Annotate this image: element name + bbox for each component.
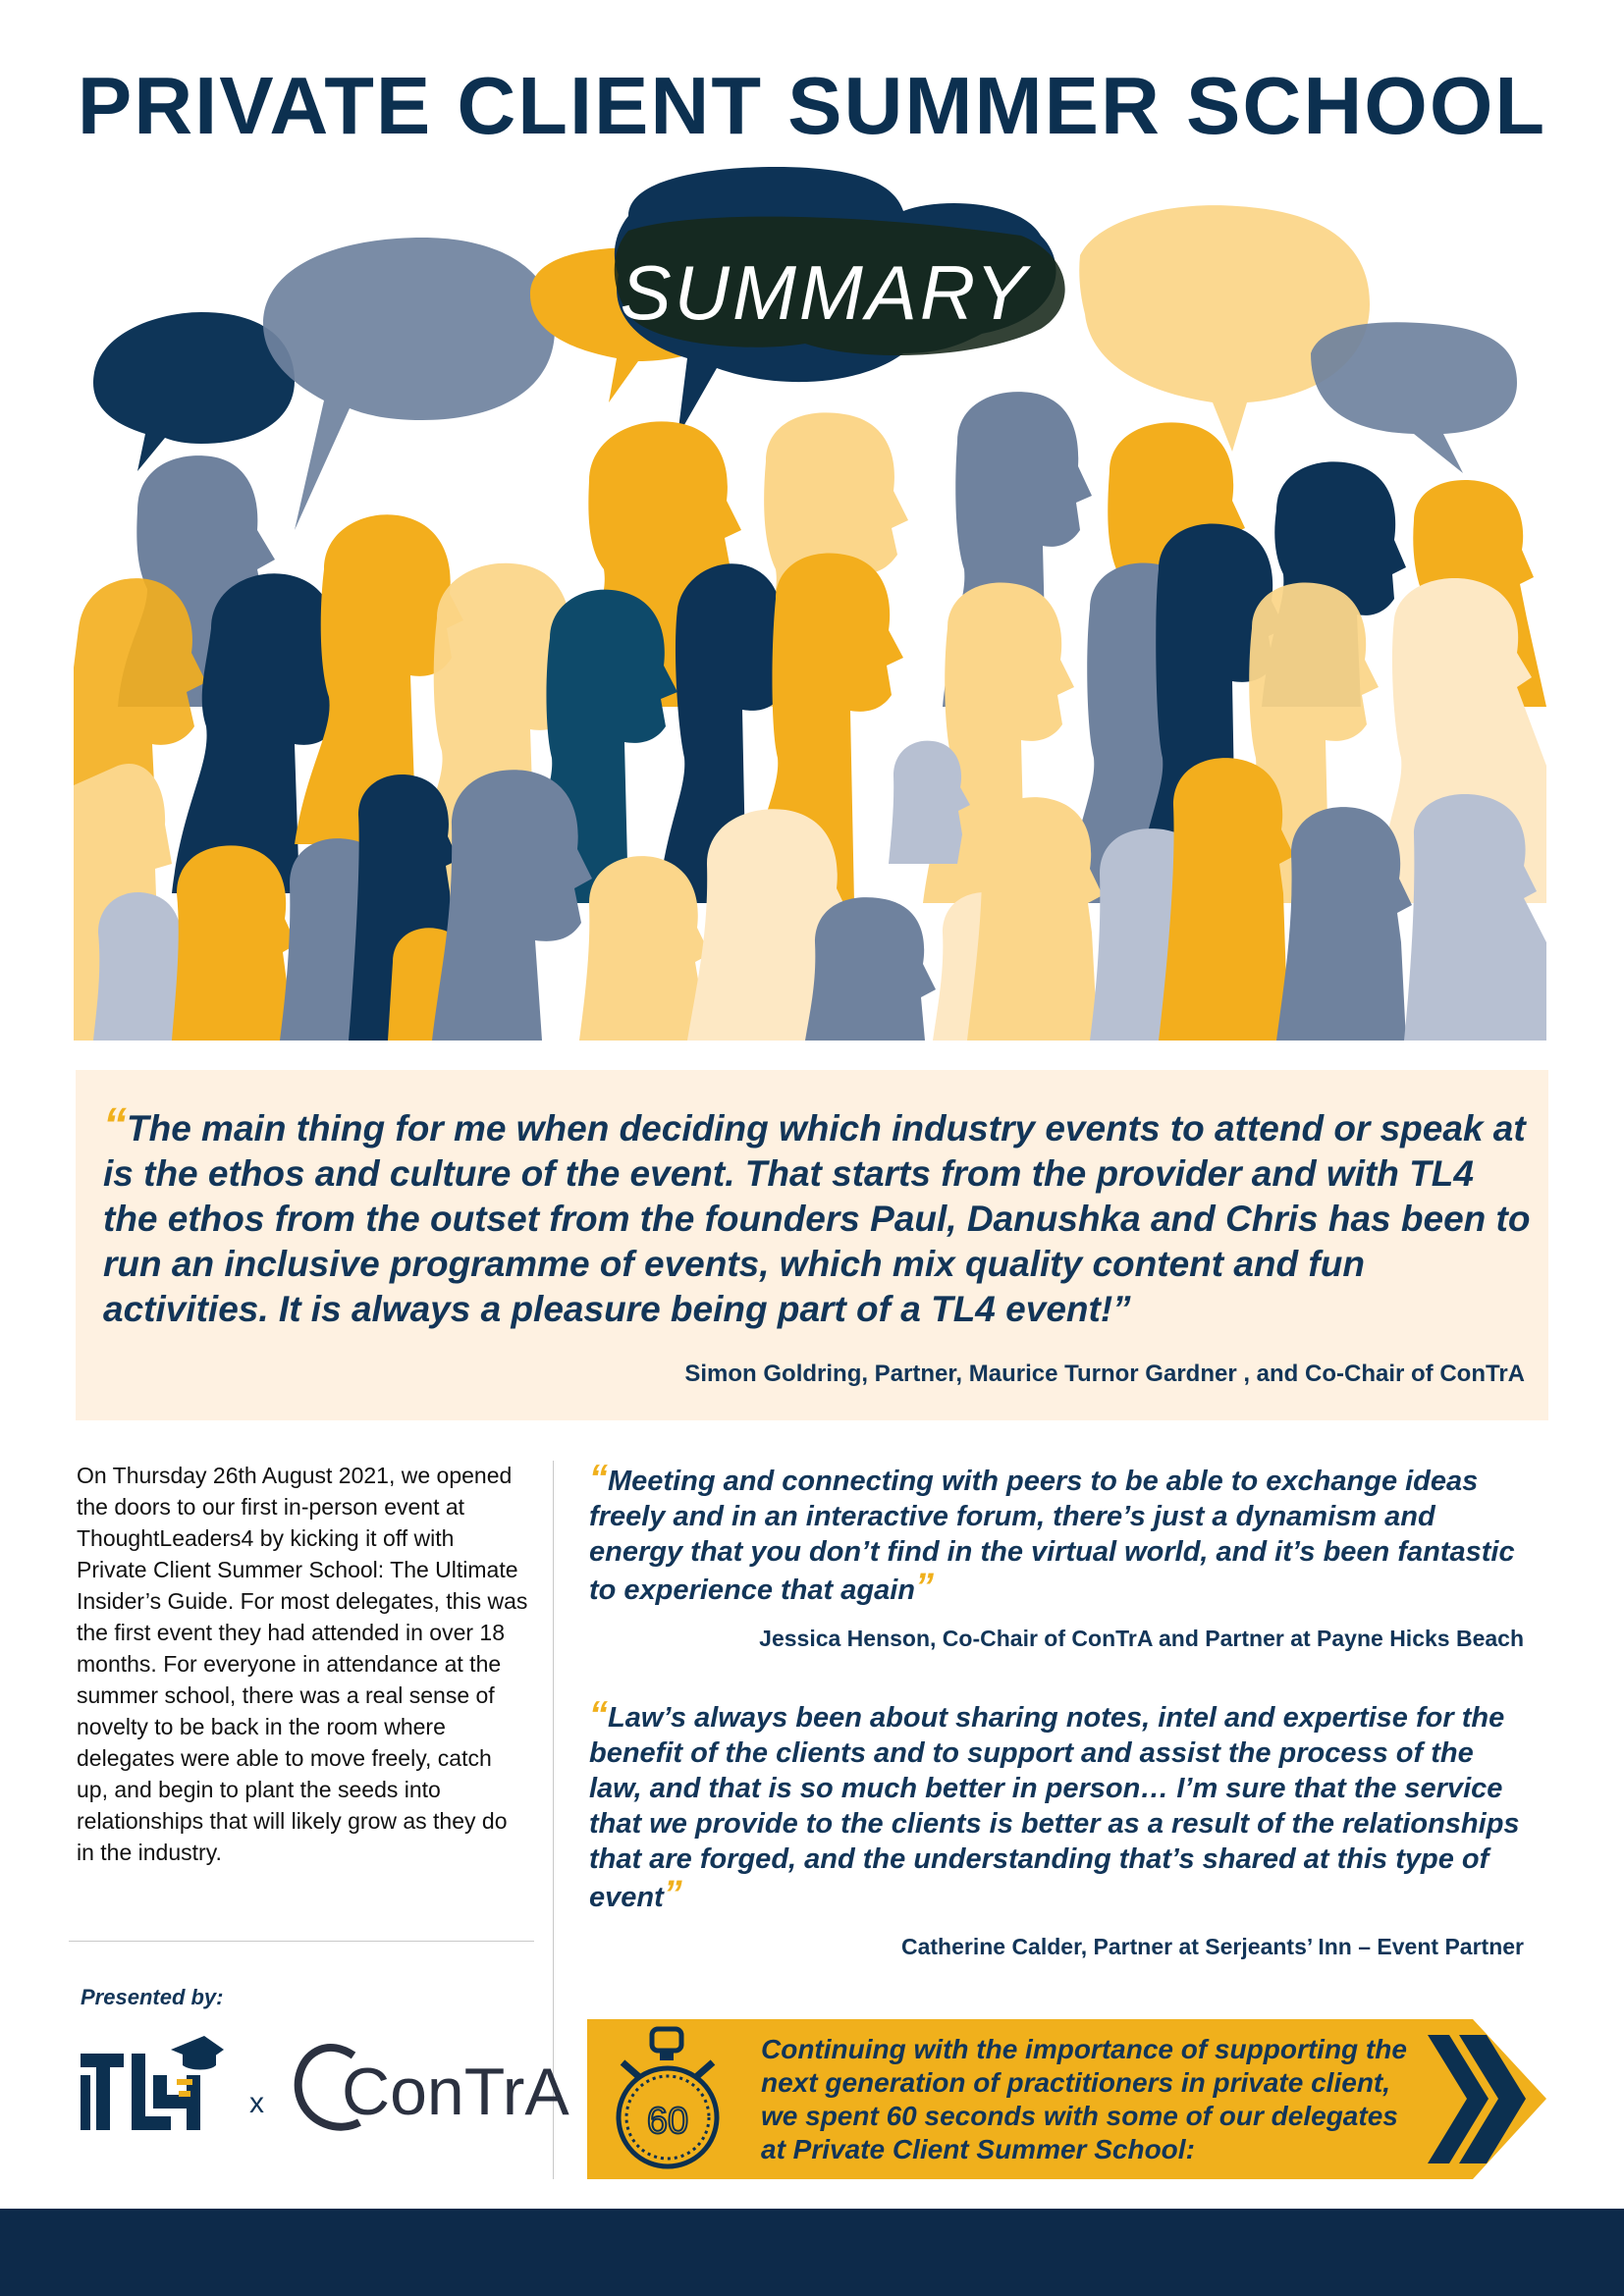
stopwatch-label: 60 [646,2101,689,2142]
quote-open-mark: “ [103,1099,127,1151]
logo-separator: x [249,2087,264,2119]
quote-henson [589,1458,1532,1608]
featured-quote-box [76,1070,1548,1420]
tl4-logo-icon [77,2036,224,2146]
featured-quote-attribution: Simon Goldring, Partner, Maurice Turnor Gardner , and Co-Chair of ConTrA [684,1361,1525,1387]
quote-close-mark: ” [915,1567,934,1608]
intro-paragraph: On Thursday 26th August 2021, we opened the doors to our first in-person event at ThoughtLeaders4 by kicking it off with Private Client Summer School: The Ultimate Insider’s Guide. For most delegates, this was the first event they had attended in over 18 months. For everyone in attendance at the summer school, there was a real sense of novelty to be back in the room where delegates were able to move freely, catch up, and begin to plant the seeds into relationships that will likely grow as they do in the industry. [77,1463,528,1865]
quote-calder-attribution: Catherine Calder, Partner at Serjeants’ Inn – Event Partner [900,1934,1524,1959]
quote-henson-text: Meeting and connecting with peers to be able to exchange ideas freely and in an interactive forum, there’s just a dynamism and energy that you don’t find in the virtual world, and it’s been fantastic to experience that again [589,1466,1515,1606]
summary-label: SUMMARY [620,249,1030,336]
presented-by-label: Presented by: [81,1985,224,2009]
featured-quote-text: The main thing for me when deciding which industry events to attend or speak at is the ethos and culture of the event. That starts from the provider and with TL4 the ethos from the outset from the founders Paul, Danushka and Chris has been to run an inclusive programme of events, which mix quality content and fun activities. It is always a pleasure being part of a TL4 event!” [103,1108,1531,1329]
quote-close-mark: ” [663,1874,682,1915]
featured-quote [103,1099,1537,1332]
stopwatch-icon [609,2025,727,2172]
contra-logo-icon [291,2042,569,2140]
quote-open-mark: “ [589,1458,608,1499]
horizontal-divider [69,1941,534,1942]
crowd-illustration [0,157,1624,1041]
footer-bar [0,2209,1624,2296]
callout-text: Continuing with the importance of supporting the next generation of practitioners in private client, we spent 60 seconds with some of our delegates at Private Client Summer School: [761,2034,1407,2164]
page-title: PRIVATE CLIENT SUMMER SCHOOL [77,60,1547,151]
quote-calder [589,1694,1532,1915]
quote-open-mark: “ [589,1694,608,1735]
quote-henson-attribution: Jessica Henson, Co-Chair of ConTrA and Partner at Payne Hicks Beach [759,1626,1524,1651]
contra-wordmark: ConTrA [342,2055,569,2129]
sixty-seconds-callout[interactable] [587,2019,1546,2179]
sponsor-logos [77,2032,569,2150]
quote-calder-text: Law’s always been about sharing notes, intel and expertise for the benefit of the clients and to support and assist the process of the law, and that is so much better in person… I’m sure that the service that we provide to the clients is better as a result of the relationships that are forged, and the understanding that’s shared at this type of event [589,1702,1520,1913]
